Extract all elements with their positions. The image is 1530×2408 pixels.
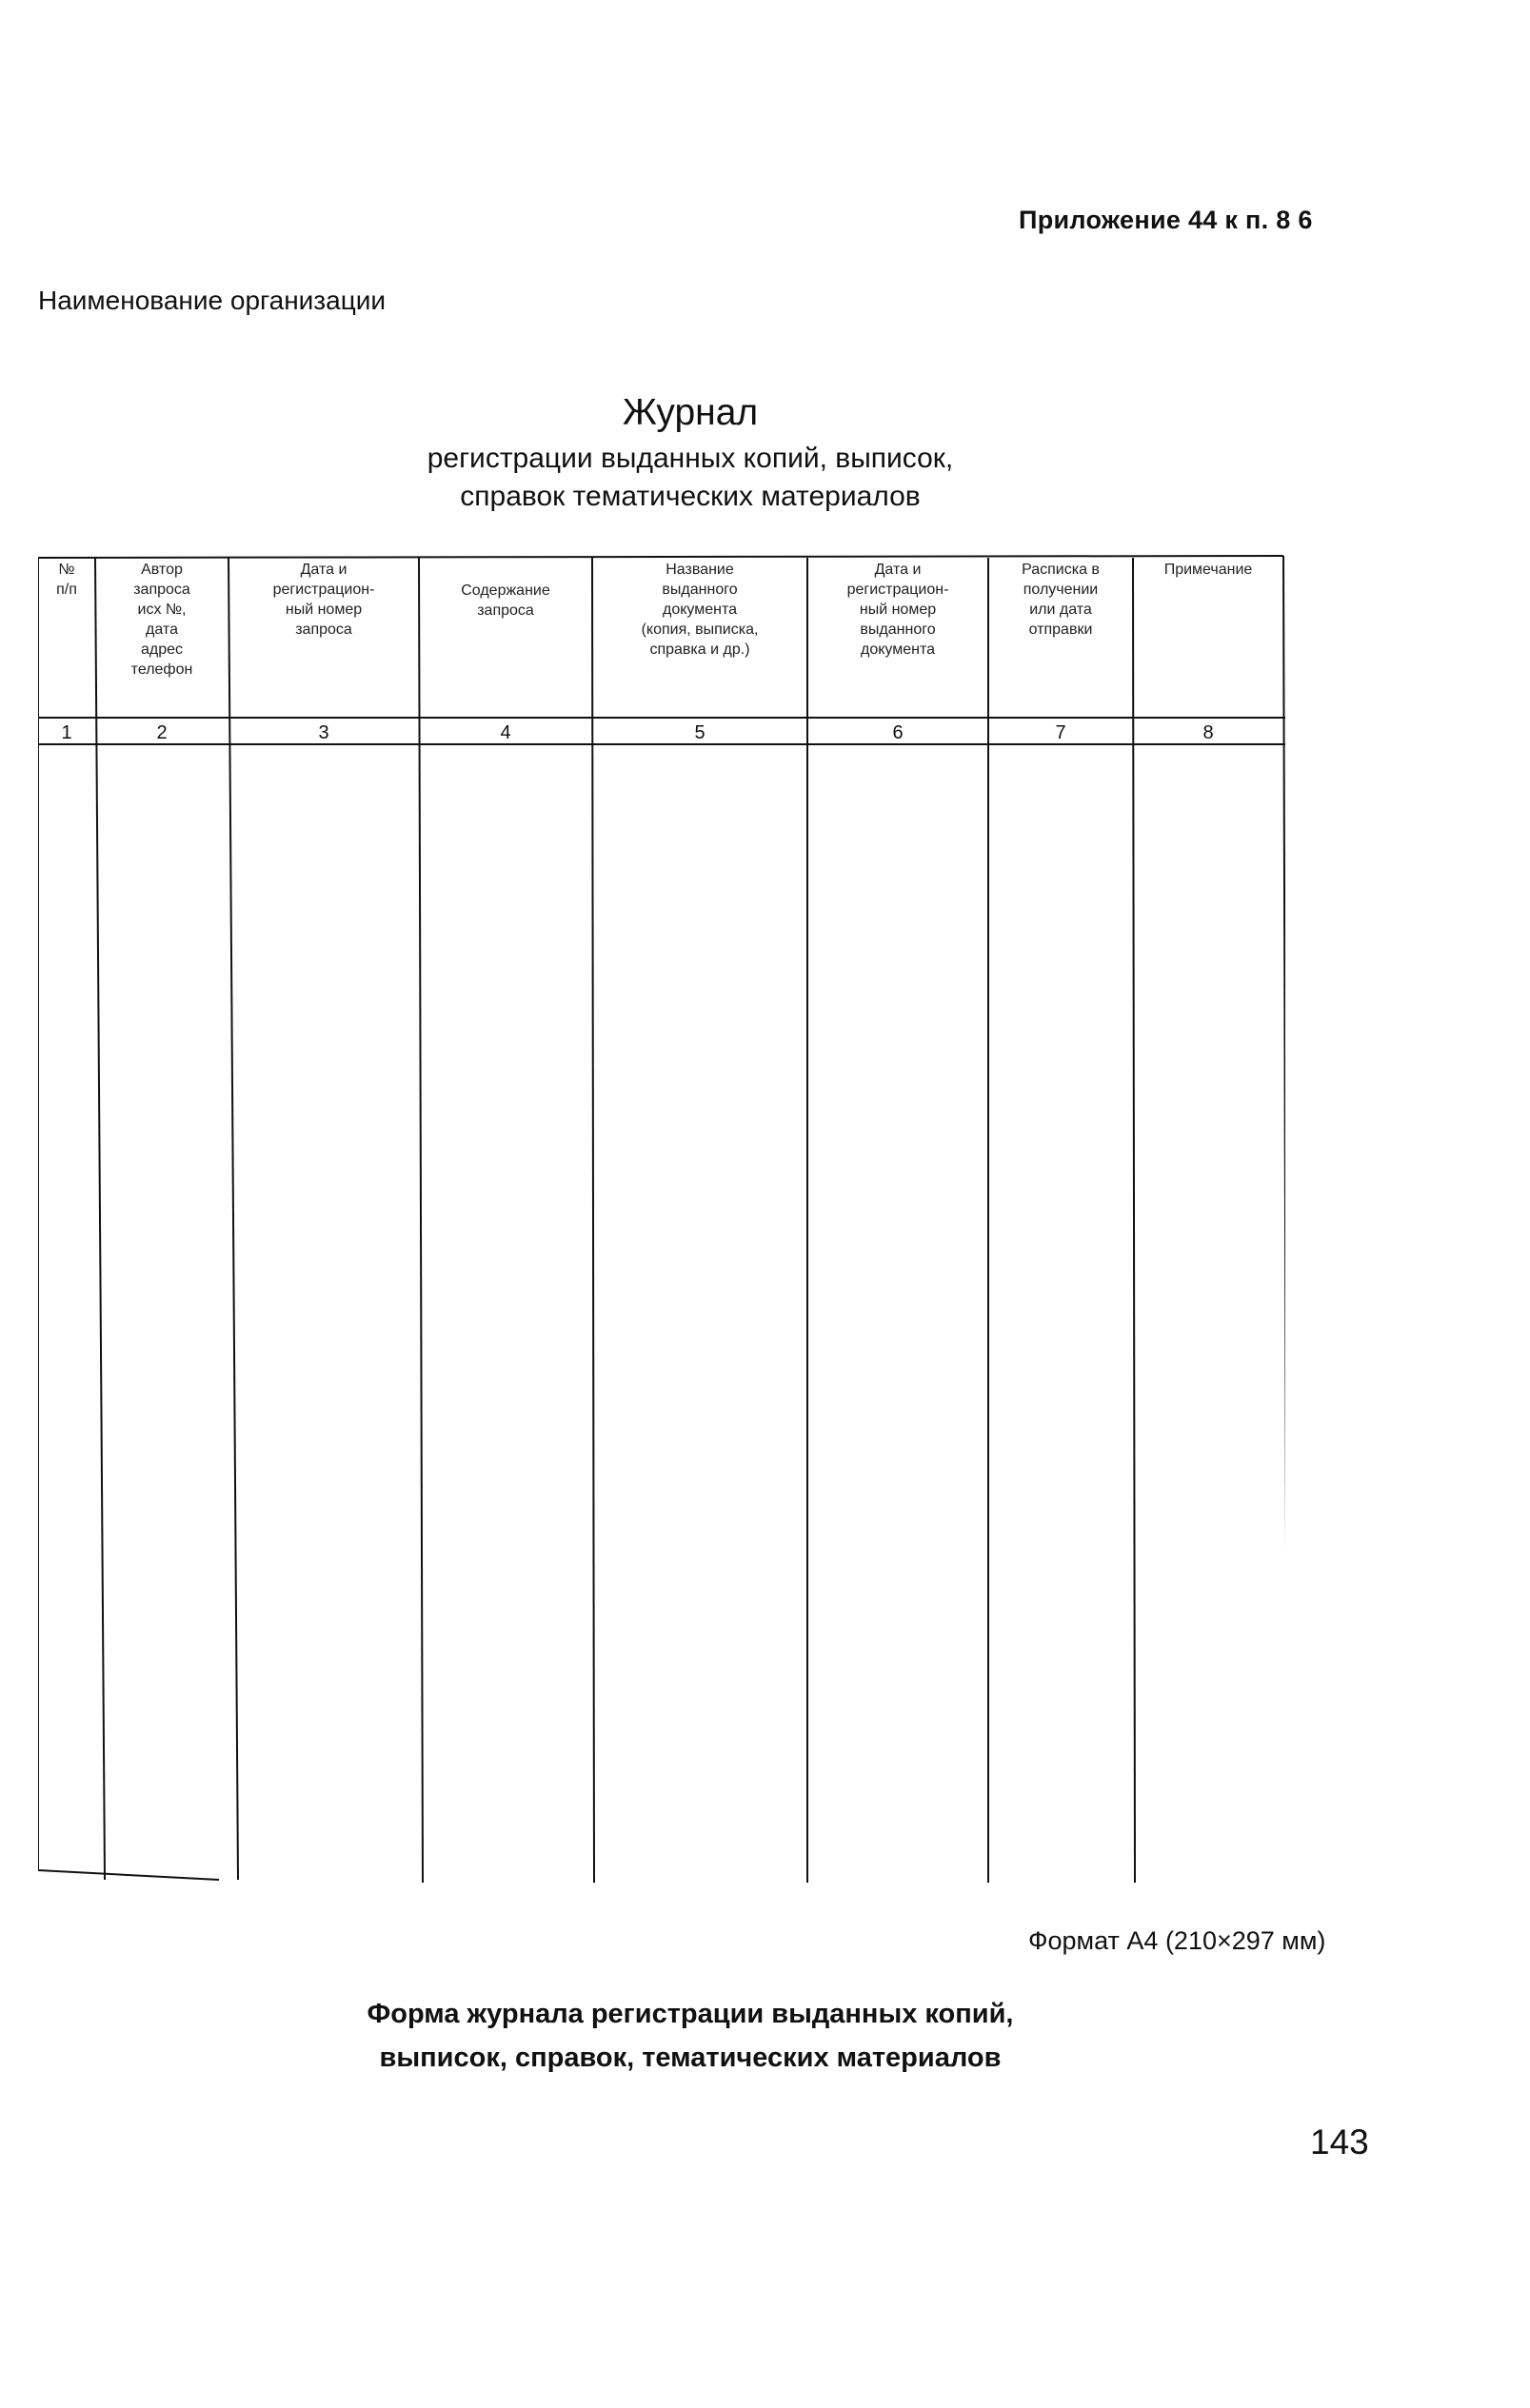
table-bottom-border bbox=[38, 1870, 219, 1880]
journal-form-table bbox=[38, 552, 1285, 1885]
appendix-reference: Приложение 44 к п. 8 6 bbox=[1019, 206, 1313, 234]
column-divider-7 bbox=[1133, 558, 1135, 1883]
column-number-3: 3 bbox=[318, 722, 329, 743]
table-top-border bbox=[38, 556, 1283, 558]
organization-name-label: Наименование организации bbox=[38, 286, 387, 315]
column-header-2: Автор запроса исх №, дата адрес телефон bbox=[130, 562, 193, 678]
journal-subtitle-line2: справок тематических материалов bbox=[460, 481, 921, 512]
table-grid bbox=[38, 552, 1285, 1885]
column-header-3: Дата и регистрацион- ный номер запроса bbox=[272, 562, 375, 638]
column-number-5: 5 bbox=[694, 722, 705, 743]
column-divider-4 bbox=[592, 558, 594, 1883]
journal-title: Журнал bbox=[622, 392, 759, 433]
column-divider-1 bbox=[95, 558, 105, 1880]
column-number-1: 1 bbox=[61, 722, 72, 743]
column-number-7: 7 bbox=[1055, 722, 1066, 743]
page-number: 143 bbox=[1310, 2122, 1369, 2161]
column-header-8: Примечание bbox=[1163, 562, 1253, 578]
column-header-1: № п/п bbox=[56, 562, 77, 598]
form-caption-line1: Форма журнала регистрации выданных копий, bbox=[367, 1999, 1014, 2029]
column-divider-3 bbox=[419, 558, 423, 1883]
column-header-5: Название выданного документа (копия, выписка, справка и др.) bbox=[641, 562, 759, 658]
column-divider-2 bbox=[229, 558, 238, 1880]
table-right-border bbox=[1283, 556, 1285, 1885]
journal-subtitle-line1: регистрации выданных копий, выписок, bbox=[427, 443, 954, 474]
column-header-7: Расписка в получении или дата отправки bbox=[1022, 562, 1100, 638]
column-number-2: 2 bbox=[156, 722, 168, 743]
column-number-8: 8 bbox=[1202, 722, 1214, 743]
column-header-6: Дата и регистрацион- ный номер выданного документа bbox=[846, 562, 949, 658]
column-number-6: 6 bbox=[892, 722, 904, 743]
format-note: Формат А4 (210×297 мм) bbox=[1028, 1926, 1326, 1955]
column-header-4: Содержание запроса bbox=[461, 582, 550, 619]
column-number-4: 4 bbox=[500, 722, 511, 743]
form-caption-line2: выписок, справок, тематических материалов bbox=[379, 2043, 1002, 2073]
